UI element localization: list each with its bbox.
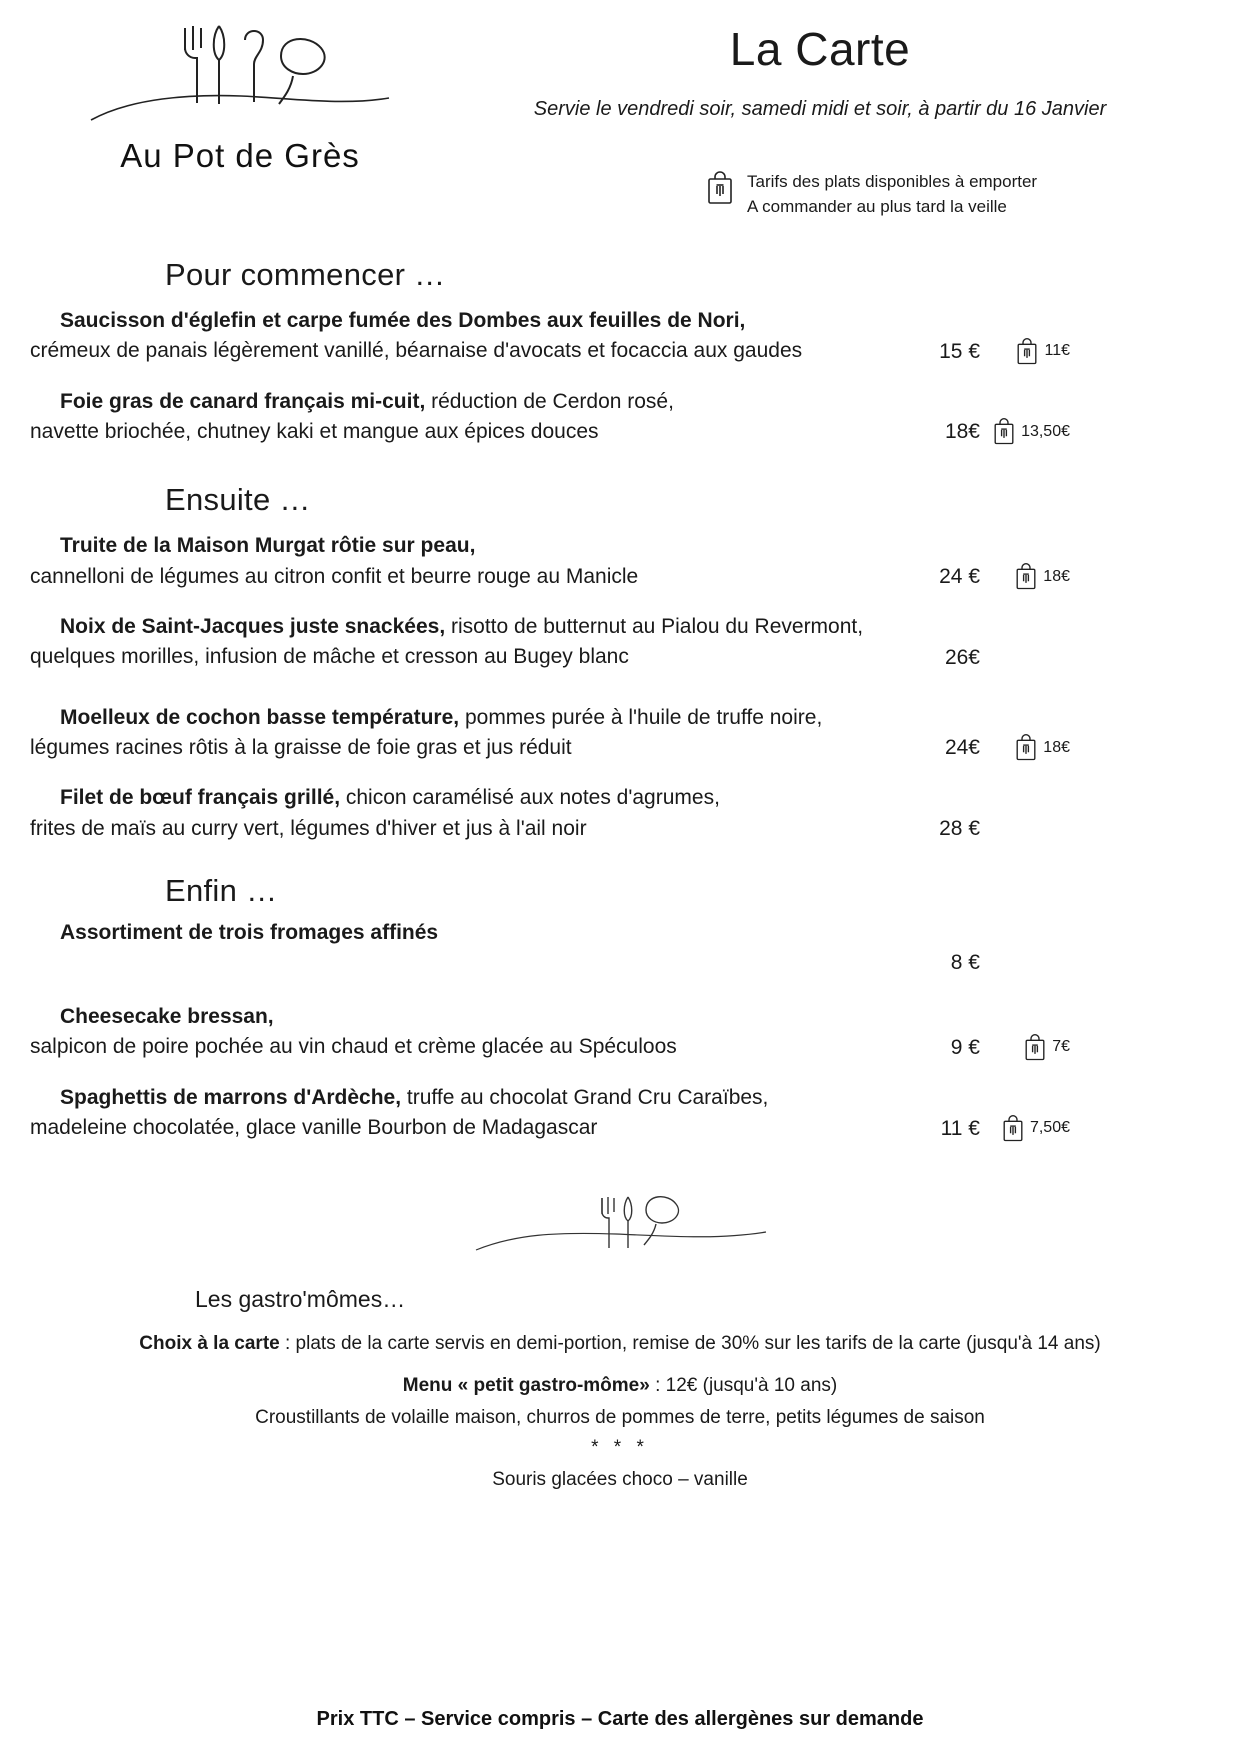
dish-price: 24 € [939,565,980,589]
dish-price: 18€ [944,420,980,444]
dish-price: 8 € [950,951,980,975]
takeaway-price: 13,50€ [1021,422,1070,440]
dish-takeaway [1014,733,1070,762]
dish-price: 11 € [940,1116,980,1140]
takeaway-price: 11€ [1044,342,1070,360]
takeaway-bag-icon [992,417,1016,446]
brand-name: Au Pot de Grès [120,137,360,174]
takeaway-price: 7€ [1052,1038,1070,1056]
dish-name-suffix: risotto de butternut au Pialou du Revermont, [445,615,864,639]
dish-item [30,388,1210,447]
dish-name: Moelleux de cochon basse température, [60,705,460,729]
dish-name: Truite de la Maison Murgat rôtie sur peau, [60,534,476,558]
dish-description: cannelloni de légumes au citron confit et beurre rouge au Manicle [30,564,639,588]
takeaway-note-text [747,170,1037,219]
dish-name: Assortiment de trois fromages affinés [60,921,439,945]
dish-item [30,919,1210,977]
kids-a-la-carte [30,1333,1210,1355]
dish-takeaway [992,417,1070,446]
page-footer: Prix TTC – Service compris – Carte des allergènes sur demande [316,1708,924,1730]
dish-name: Filet de bœuf français grillé, [60,786,341,810]
dish-takeaway [1015,337,1070,366]
dish-name: Noix de Saint-Jacques juste snackées, [60,615,446,639]
kids-menu-label: Menu « petit gastro-môme» [402,1374,650,1396]
takeaway-note [705,170,1037,219]
takeaway-note-line1: Tarifs des plats disponibles à emporter [747,172,1038,191]
takeaway-price: 18€ [1043,738,1070,756]
dish-item [30,1084,1210,1143]
section-title-mains: Ensuite … [165,482,311,518]
takeaway-price: 7,50€ [1029,1119,1070,1136]
takeaway-bag-icon [1014,733,1038,762]
menu-content [0,257,1240,1491]
section-title-starters: Pour commencer … [165,257,446,292]
dish-name-suffix: chicon caramélisé aux notes d'agrumes, [340,786,720,810]
dish-name-suffix: pommes purée à l'huile de truffe noire, [459,705,823,729]
dish-name-suffix: truffe au chocolat Grand Cru Caraïbes, [401,1085,769,1109]
kids-separator: * * * [591,1436,649,1458]
title-block [420,22,1220,121]
dish-price: 9 € [950,1035,980,1059]
dish-item [30,532,1210,591]
dish-price: 24€ [944,736,980,760]
dish-item [30,307,1210,366]
takeaway-note-line2: A commander au plus tard la veille [747,196,1007,216]
takeaway-bag-icon [705,170,735,206]
kids-a-la-carte-text: : plats de la carte servis en demi-portion, remise de 30% sur les tarifs de la carte (jusqu'à 14 ans) [279,1332,1101,1354]
kids-title: Les gastro'mômes… [195,1285,406,1312]
page-title: La Carte [729,23,911,75]
dish-price: 26€ [944,645,980,669]
kids-menu [30,1375,1210,1397]
kids-section [30,1286,1210,1491]
takeaway-bag-icon [1015,337,1039,366]
kids-menu-text: : 12€ (jusqu'à 10 ans) [649,1374,838,1396]
cutlery-logo-icon [85,10,395,135]
dish-description: quelques morilles, infusion de mâche et cresson au Bugey blanc [30,645,629,669]
section-mains [30,482,1210,843]
dish-item [30,613,1210,672]
page-header [0,0,1240,235]
dish-description: crémeux de panais légèrement vanillé, béarnaise d'avocats et focaccia aux gaudes [30,339,803,363]
brand-logo [75,10,405,175]
kids-menu-description: Croustillants de volaille maison, churros de pommes de terre, petits légumes de saison [255,1406,985,1428]
kids-dessert: Souris glacées choco – vanille [492,1468,748,1490]
dish-item [30,1003,1210,1062]
dish-item [30,784,1210,843]
dish-takeaway [1023,1033,1070,1062]
cutlery-ornament-icon [470,1188,770,1268]
takeaway-price: 18€ [1043,567,1070,585]
dish-item [30,704,1210,763]
takeaway-bag-icon [1001,1114,1025,1143]
section-starters [30,257,1210,446]
section-desserts [30,873,1210,1142]
takeaway-bag-icon [1023,1033,1047,1062]
dish-description: madeleine chocolatée, glace vanille Bourbon de Madagascar [30,1116,598,1140]
dish-price: 28 € [939,817,980,841]
dish-price: 15 € [939,339,980,363]
dish-description: navette briochée, chutney kaki et mangue aux épices douces [30,420,599,444]
kids-a-la-carte-label: Choix à la carte [139,1332,280,1354]
dish-takeaway [1001,1114,1070,1143]
dish-name-suffix: réduction de Cerdon rosé, [425,389,674,413]
dish-name: Spaghettis de marrons d'Ardèche, [60,1085,402,1109]
dish-takeaway [1014,562,1070,591]
dish-name: Saucisson d'églefin et carpe fumée des Dombes aux feuilles de Nori, [60,309,746,332]
dish-name: Foie gras de canard français mi-cuit, [60,389,426,413]
dish-description: frites de maïs au curry vert, légumes d'hiver et jus à l'ail noir [30,816,587,840]
section-title-desserts: Enfin … [165,873,278,909]
page-subtitle: Servie le vendredi soir, samedi midi et soir, à partir du 16 Janvier [533,98,1107,120]
dish-description: légumes racines rôtis à la graisse de foie gras et jus réduit [30,736,572,760]
takeaway-bag-icon [1014,562,1038,591]
dish-description: salpicon de poire pochée au vin chaud et crème glacée au Spéculoos [30,1035,677,1059]
dish-name: Cheesecake bressan, [60,1005,274,1029]
